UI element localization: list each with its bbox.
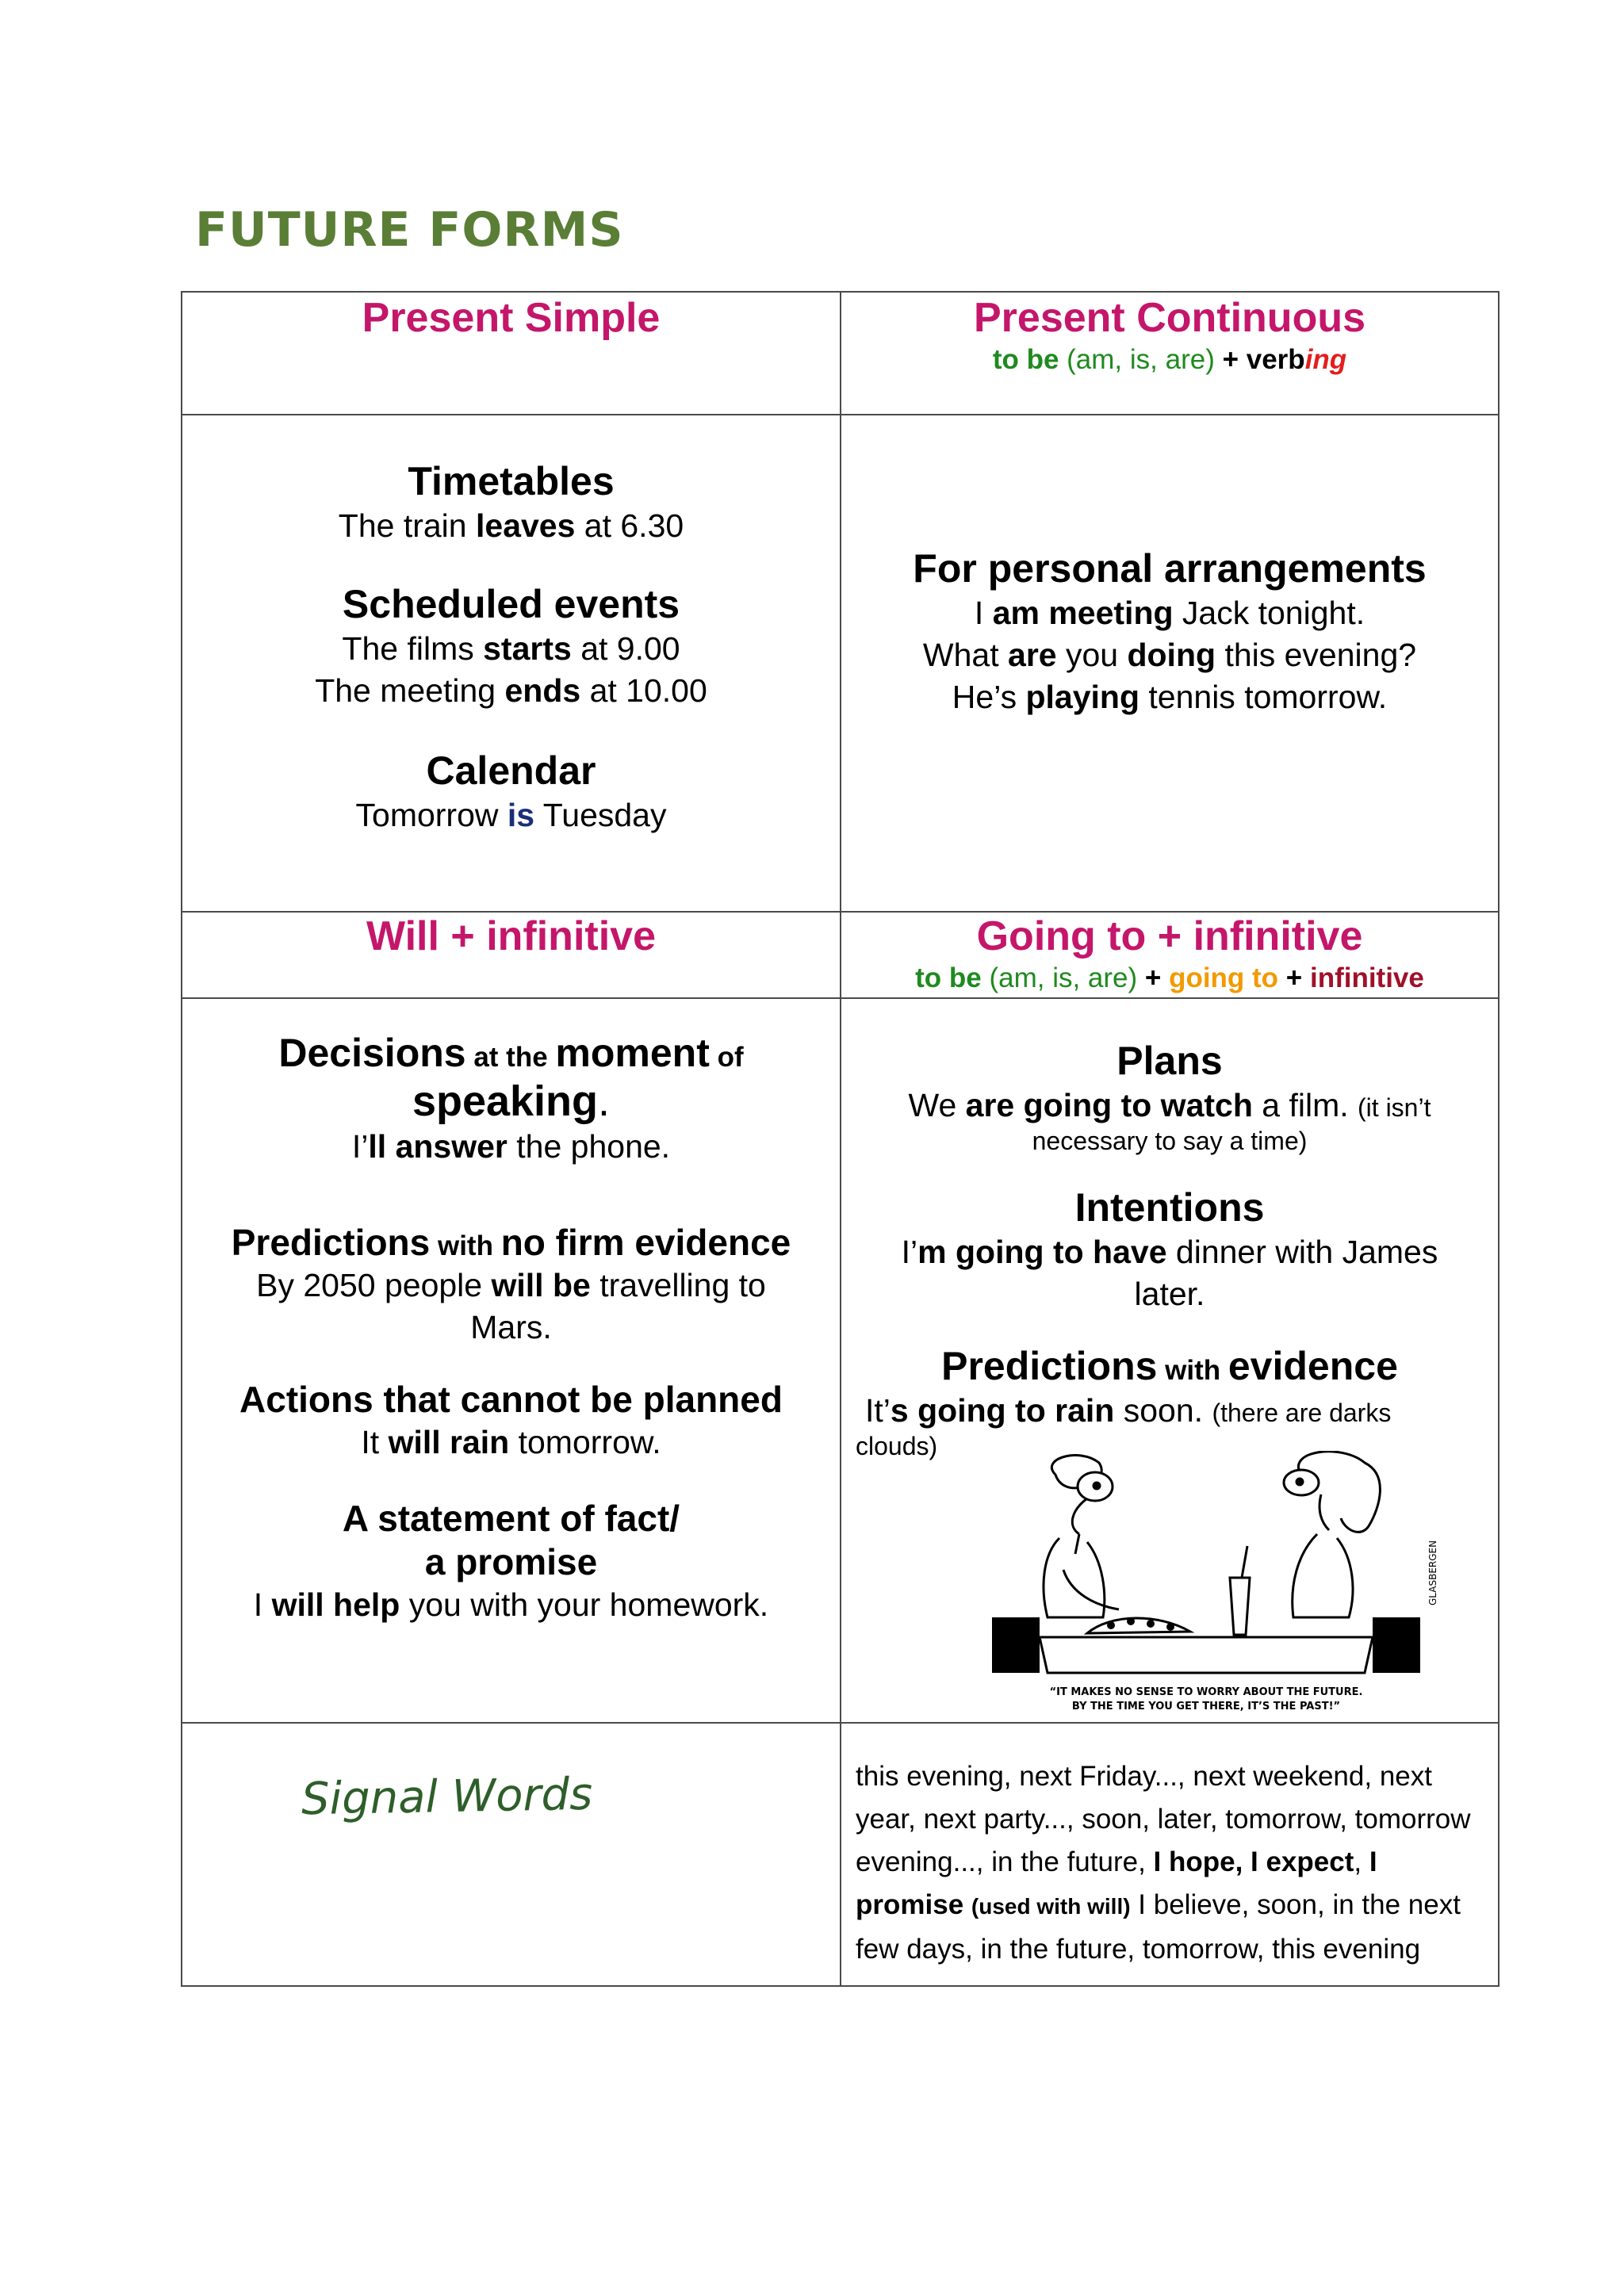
cartoon-caption-1: “IT MAKES NO SENSE TO WORRY ABOUT THE FUTURE.: [1049, 1686, 1363, 1698]
signal-words-label-cell: [181, 1722, 841, 1987]
signal-words-list-cell: [840, 1722, 1500, 1987]
timetables-section: [182, 459, 840, 547]
evidence-section: [841, 1344, 1498, 1461]
statement-section: [182, 1497, 840, 1627]
plans-example: We are going to watch a film. (it isn’t: [908, 1086, 1431, 1123]
present-continuous-formula: to be (am, is, are) + verbing: [992, 344, 1347, 376]
intentions-heading: Intentions: [1074, 1185, 1265, 1230]
signal-words-list: this evening, next Friday..., next weekend, next year, next party..., soon, later, tomorrow, tomorrow evening..., in the future, I hope, I expect, I promise (used with will) I believe, soon, in the next few days, in the future, tomorrow, this evening: [856, 1761, 1471, 1965]
decisions-example: I’ll answer the phone.: [351, 1127, 671, 1165]
plans-note: necessary to say a time): [1032, 1126, 1308, 1155]
predictions-section: [182, 1221, 840, 1349]
statement-heading-2: a promise: [424, 1541, 598, 1583]
statement-example: I will help you with your homework.: [253, 1586, 769, 1624]
calendar-section: [182, 748, 840, 836]
scheduled-example-2: The meeting ends at 10.00: [315, 672, 707, 709]
present-continuous-header-cell: [840, 291, 1500, 415]
calendar-example: Tomorrow is Tuesday: [355, 796, 667, 833]
statement-heading-1: A statement of fact/: [342, 1498, 680, 1539]
plans-section: [841, 1039, 1498, 1156]
personal-arrangements-heading: For personal arrangements: [913, 546, 1427, 591]
scheduled-example-1: The films starts at 9.00: [342, 629, 680, 667]
decisions-heading: Decisions at the moment of: [278, 1031, 744, 1075]
scheduled-events-heading: Scheduled events: [342, 582, 680, 626]
will-header-cell: [181, 911, 841, 999]
intentions-section: [841, 1185, 1498, 1315]
will-header: Will + infinitive: [366, 913, 656, 959]
present-continuous-uses-cell: [840, 414, 1500, 913]
evidence-note: clouds): [856, 1431, 938, 1460]
going-to-formula: to be (am, is, are) + going to + infinitive: [915, 962, 1424, 994]
going-to-header: Going to + infinitive: [976, 913, 1363, 959]
actions-heading: Actions that cannot be planned: [239, 1379, 783, 1420]
decisions-heading-2: speaking.: [412, 1077, 611, 1125]
present-simple-header: Present Simple: [362, 295, 661, 341]
cartoon-signature: GLASBERGEN: [1427, 1540, 1438, 1605]
intentions-example: I’m going to have dinner with James later.: [901, 1233, 1438, 1312]
going-to-header-cell: [840, 911, 1500, 999]
evidence-heading: Predictions with evidence: [941, 1344, 1398, 1388]
going-to-uses-cell: [840, 997, 1500, 1724]
actions-section: [182, 1378, 840, 1464]
present-continuous-header: Present Continuous: [973, 295, 1366, 341]
personal-arrangements-section: [841, 546, 1498, 718]
cartoon-illustration: [968, 1451, 1444, 1720]
predictions-heading: Predictions with no firm evidence: [231, 1222, 791, 1263]
calendar-heading: Calendar: [426, 748, 596, 793]
arrangement-example-3: He’s playing tennis tomorrow.: [952, 679, 1388, 716]
page-title: FUTURE FORMS: [195, 202, 624, 258]
plans-heading: Plans: [1116, 1039, 1223, 1083]
scheduled-events-section: [182, 582, 840, 712]
evidence-example: It’s going to rain soon. (there are darks: [865, 1391, 1392, 1429]
actions-example: It will rain tomorrow.: [361, 1424, 661, 1461]
decisions-section: [182, 1031, 840, 1168]
future-forms-table: [181, 291, 1500, 1987]
will-uses-cell: [181, 997, 841, 1724]
cartoon-caption-2: BY THE TIME YOU GET THERE, IT’S THE PAST!”: [1071, 1701, 1341, 1712]
timetables-example: The train leaves at 6.30: [338, 507, 684, 544]
present-simple-uses-cell: [181, 414, 841, 913]
predictions-example: By 2050 people will be travelling to Mars.: [256, 1267, 766, 1346]
arrangement-example-2: What are you doing this evening?: [922, 636, 1417, 673]
timetables-heading: Timetables: [408, 459, 615, 503]
present-simple-header-cell: [181, 291, 841, 415]
signal-words-label: Signal Words: [301, 1768, 593, 1826]
arrangement-example-1: I am meeting Jack tonight.: [974, 594, 1365, 631]
